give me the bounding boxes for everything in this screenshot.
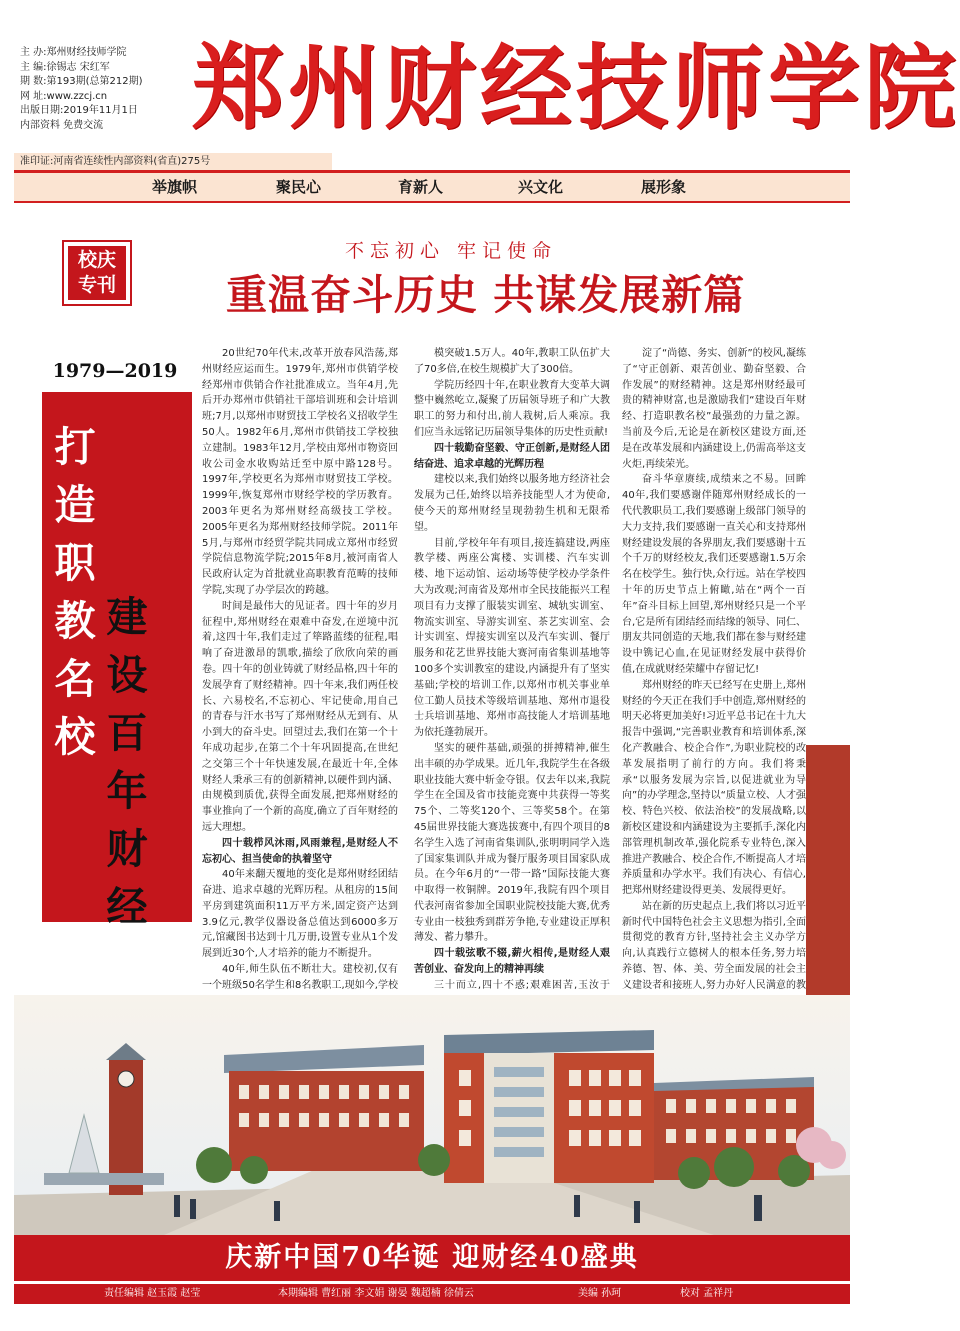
article-paragraph: 郑州财经的昨天已经写在史册上,郑州财经的今天正在我们手中创造,郑州财经的明天必将更加美好!习近平总书记在十九大报告中强调,“完善职业教育和培训体系,深化产教融合、校企合作”,为职业院校的改革发展指明了前行的方向。我们将秉承“以服务发展为宗旨,以促进就业为导向”的办学理念,坚持以“质量立校、人才强校、特色兴校、依法治校”的发展战略,以新校区建设和内涵建设为主要抓手,深化内部管理机制改革,强化院系专业特色,深入推进产教融合、校企合作,不断提高人才培养质量和办学水平。我们有决心、有信心,把郑州财经建设得更美、发展得更好。	[622, 679, 807, 897]
article-column-3	[622, 346, 806, 996]
campus-illustration	[14, 995, 850, 1235]
year-range: 1979—2019	[52, 360, 178, 382]
article-column-2	[414, 346, 610, 996]
credit-art: 美编 孙珂	[578, 1288, 622, 1299]
info-date: 出版日期:2019年11月1日	[20, 105, 138, 117]
slogan-left: 打 造 职 教 名 校	[54, 423, 96, 761]
info-publisher: 主 办:郑州财经技师学院	[20, 47, 127, 58]
special-issue-label: 校庆 专刊	[68, 246, 126, 300]
article-paragraph: 目前,学校年年有项目,接连搞建设,两座教学楼、两座公寓楼、实训楼、汽车实训楼、地下运动馆、运动场等使学校办学条件大为改观;河南省及郑州市全民技能振兴工程项目有力支撑了服装实训室、城轨实训室、物流实训室、导游实训室、茶艺实训室、会计实训室、焊接实训室以及汽车实训、餐厅服务和花艺世界技能大赛河南省集训基地等100多个实训教室的建设,内涵提升有了坚实基础;学校的培训工作,以郑州市机关事业单位工勤人员技术等级培训基地、郑州市退役士兵培训基地、郑州市高技能人才培训基地为依托蓬勃展开。	[414, 537, 610, 739]
info-editors: 主 编:徐锡志 宋红军	[20, 61, 110, 73]
kicker: 不忘初心 牢记使命	[345, 240, 558, 262]
article-column-1	[202, 346, 398, 996]
credit-proofread: 校对 孟祥丹	[680, 1288, 734, 1299]
nav-item-educate: 育新人	[398, 178, 444, 196]
article-paragraph: 20世纪70年代末,改革开放春风浩荡,郑州财经应运而生。1979年,郑州市供销学校经郑州市供销合作社批准成立。当年4月,先后开办郑州市供销社干部培训班和会计培训班;7月,以郑州市财贸技工学校名义招收学生50人。1982年6月,郑州市供销技工学校独立建制。1983年12月,学校由郑州市物资回收公司金水收购站迁至中原中路128号。1997年,学校更名为郑州市财贸技工学校。1999年,恢复郑州市财经学校的学历教育。2003年更名为郑州财经高级技工学校。2005年更名为郑州财经技师学院。2011年5月,与郑州市经贸学院共同成立郑州市经贸学院信息物流学院;2015年8月,被河南省人民政府认定为首批就业高职教育范畴的技师学院,实现了办学层次的跨越。	[202, 348, 398, 596]
info-issue: 期 数:第193期(总第212期)	[20, 76, 143, 88]
nav-rule	[14, 201, 850, 203]
masthead-info	[20, 46, 200, 134]
nav-item-gather-hearts: 聚民心	[276, 178, 322, 196]
article-paragraph: 奋斗华章赓续,成绩来之不易。回眸40年,我们要感谢伴随郑州财经成长的一代代教职员工,我们要感谢上级部门领导的大力支持,我们要感谢一直关心和支持郑州财经建设发展的各界朋友,我们要感谢十五个千万的财经校友,我们还要感谢1.5万余名在校学生。独行快,众行远。站在学校四十年的历史节点上俯瞰,站在“两个一百年”奋斗目标上回望,郑州财经只是一个平台,它是所有团结经而结缘的领导、同仁、朋友共同创造的天地,我们都在参与财经建设中镌记心血,在见证财经发展中获得价值,在成就财经荣耀中存留记忆!	[622, 474, 806, 675]
credit-issue-editor: 本期编辑 曹红丽 李文娟 谢晏 魏超楠 徐倩云	[278, 1288, 474, 1299]
article-paragraph: 坚实的硬件基础,顽强的拼搏精神,催生出丰硕的办学成果。近几年,我院学生在各级职业技能大赛中斩金夺银。仅去年以来,我院学生在全国及省市技能竞赛中共获得一等奖75个、二等奖120个、三等奖58个。在第45届世界技能大赛选拔赛中,有四个项目的8名学生入选了河南省集训队,张明明同学入选了国家集训队并成为餐厅服务项目国家队成员。在今年6月的“一带一路”国际技能大赛中取得一枚铜牌。2019年,我院有四个项目代表河南省参加全国职业院校技能大赛,优秀专业由一枝独秀到群芳争艳,专业建设正厚积薄发、蓄力攀升。	[414, 742, 610, 944]
nav-item-raise-banner: 举旗帜	[152, 178, 198, 196]
info-website: 网 址:www.zzcj.cn	[20, 90, 108, 102]
article-paragraph: 40年来翻天覆地的变化是郑州财经团结奋进、追求卓越的光辉历程。从租房的15间平房到建筑面积11万平方米,固定资产达到3.9亿元,教学仪器设备总值达到6000多万元,馆藏图书达到十几万册,设置专业从1个发展到近30个,人才培养的能力不断提升。	[202, 869, 398, 960]
slogan-right: 建 设 百 年 财 经	[106, 593, 148, 931]
nav-item-image: 展形象	[641, 178, 687, 196]
headline: 重温奋斗历史 共谋发展新篇	[226, 271, 746, 319]
info-note: 内部资料 免费交流	[20, 119, 104, 131]
credit-chief-editor: 责任编辑 赵玉霞 赵莹	[104, 1288, 201, 1299]
article-subheading: 四十载栉风沐雨,风雨兼程,是财经人不忘初心、担当使命的执着坚守	[202, 837, 398, 865]
article-paragraph: 建校以来,我们始终以服务地方经济社会发展为己任,始终以培养技能型人才为使命,使今天的郑州财经呈现勃勃生机和无限希望。	[414, 474, 610, 533]
article-paragraph: 站在新的历史起点上,我们将以习近平新时代中国特色社会主义思想为指引,全面贯彻党的教育方针,坚持社会主义办学方向,认真践行立德树人的根本任务,努力培养德、智、体、美、劳全面发展的社会主义建设者和接班人,努力办好人民满意的教	[622, 900, 806, 991]
article-subheading: 四十载弦歌不辍,薪火相传,是财经人艰苦创业、奋发向上的精神再续	[414, 948, 610, 976]
nav-item-culture: 兴文化	[518, 178, 564, 196]
article-paragraph: 三十而立,四十不惑;艰难困苦,玉汝于	[434, 979, 610, 991]
permit-number: 准印证:河南省连续性内部资料(省直)275号	[14, 153, 332, 170]
article-subheading: 四十载勤奋坚毅、守正创新,是财经人团结奋进、追求卓越的光辉历程	[414, 442, 610, 470]
article-paragraph: 淀了“尚德、务实、创新”的校风,凝练了“守正创新、艰苦创业、勤奋坚毅、合作发展”的财经精神。这是郑州财经最可贵的精神财富,也是激励我们“建设百年财经、打造职教名校”最强劲的力量之源。当前及今后,无论是在新校区建设方面,还是在改革发展和内涵建设上,仍需高举这支火炬,再续荣光。	[622, 348, 806, 470]
article-paragraph: 学院历经四十年,在职业教育大变革大调整中巍然屹立,凝聚了历届领导班子和广大教职工的努力和付出,前人栽树,后人乘凉。我们应当永远铭记历届领导集体的历史性贡献!	[414, 379, 610, 438]
article-paragraph: 时间是最伟大的见证者。四十年的岁月征程中,郑州财经在艰难中奋发,在逆境中沉着,这四十年,我们走过了筚路蓝缕的征程,唱响了奋进激昂的凯歌,描绘了欣欣向荣的画卷。四十年的创业铸就了财经品格,四十年的发展孕育了财经精神。四十年来,我们两任校长、六易校名,不忘初心、牢记使命,用自己的青春与汗水书写了郑州财经从无到有、从小到大的奋斗史。回望过去,我们在第一个十年成功起步,在第二个十年巩固提高,在世纪之交第三个十年快速发展,在最近十年,全体财经人秉承三有的创新精神,以硬件到内涵、由规模到质优,获得全面发展,把郑州财经的事业推向了一个新的高度,确立了百年财经的远大理想。	[202, 600, 398, 833]
celebration-banner-text: 庆新中国70华诞 迎财经40盛典	[225, 1242, 639, 1273]
article-paragraph: 40年,师生队伍不断壮大。建校初,仅有一个班级50名学生和8名教职工,现如今,学校	[202, 964, 398, 991]
masthead-title: 郑州财经技师学院	[192, 34, 960, 142]
article-paragraph: 模突破1.5万人。40年,教职工队伍扩大了70多倍,在校生规模扩大了300倍。	[414, 348, 610, 375]
